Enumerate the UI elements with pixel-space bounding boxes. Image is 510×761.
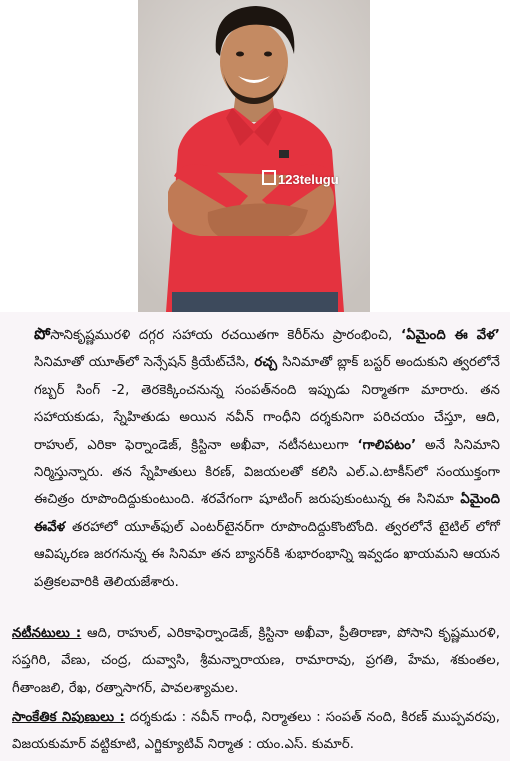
crew-paragraph [12,704,500,759]
film-name: రచ్చ [254,355,278,371]
film-name: ‘గాలిపటం’ [357,437,417,453]
text-run: సినిమాతో యూత్‌లో సెన్సేషన్ క్రియేట్‌చేసి, [34,355,255,371]
article-body [0,312,510,761]
cast-paragraph [12,620,500,702]
text-run: సానికృష్ణమురళి దగ్గర సహాయ రచయితగా కెరీర్‌ను ప్రారంభించి, [50,328,401,343]
photo-area [0,0,510,312]
person-illustration [138,0,370,312]
film-name: ‘ఏమైంది ఈ వేళ’ [401,328,500,343]
crew-label: సాంకేతిక నిపుణులు : [12,710,125,725]
person-photo [138,0,370,312]
text-run: అనే సినిమాని నిర్మిస్తున్నారు. తన స్నేహితులు కిరణ్, విజయలతో కలిసి ఎల్.ఎ.టాకీస్‌లో సంయుక్తంగా ఈచిత్రం రూపొందిద్దుకుంటుంది. శరవేగంగా షూటింగ్ జరుపుకుంటున్న ఈ సినిమా [34,437,500,508]
cast-list: ఆది, రాహుల్, ఎరికాఫెర్నాండెజ్, క్రిస్టినా అఖీవా, ప్రీతిరాణా, పోసాని కృష్ణమురళి, సప్తగిరి, వేణు, చంద్ర, దువ్వాసి, శ్రీమన్నారాయణ, రామారావు, ప్రగతి, హేమ, శకుంతల, గీతాంజలి, రేఖ, రత్నాసాగర్, పావలశ్యామల. [12,626,500,696]
drop-cap: పో [34,324,51,343]
crew-list: దర్శకుడు : నవీన్ గాంధీ, నిర్మాతలు : సంపత్ నంది, కిరణ్ ముప్పవరపు, విజయకుమార్ వట్టికూటి, ఎగ్జిక్యూటివ్ నిర్మాత : యం.ఎస్. కుమార్. [12,710,500,753]
article-paragraph [34,320,500,596]
watermark-icon [262,170,276,185]
text-run: తరహాలో యూత్‌ఫుల్ ఎంటర్‌టైనర్‌గా రూపొందిద్దుకొంటోంది. త్వరలోనే టైటిల్ లోగో ఆవిష్కరణ జరగనున్న ఈ సినిమా తన బ్యానర్‌కి శుభారంభాన్ని ఇవ్వడం ఖాయమని ఆయన పత్రికలవారికి తెలియజేశారు. [34,519,500,590]
watermark-logo: 123telugu [262,170,339,187]
text-run: సినిమాతో బ్లాక్ బస్టర్ అందుకుని త్వరలోనే గబ్బర్ సింగ్ -2, తెరకెక్కించనున్న సంపత్‌నంది ఇప్పుడు నిర్మాతగా మారారు. తన సహాయకుడు, స్నేహితుడు అయిన నవీన్ గాంధీని దర్శకునిగా పరిచయం చేస్తూ, ఆది, రాహుల్, ఎరికా ఫెర్నాండెజ్, క్రిస్టినా అఖీవా, నటీనటులుగా [34,355,500,453]
cast-label: నటీనటులు : [12,626,82,641]
film-name: ఏమైంది ఈవేళ [34,492,500,535]
